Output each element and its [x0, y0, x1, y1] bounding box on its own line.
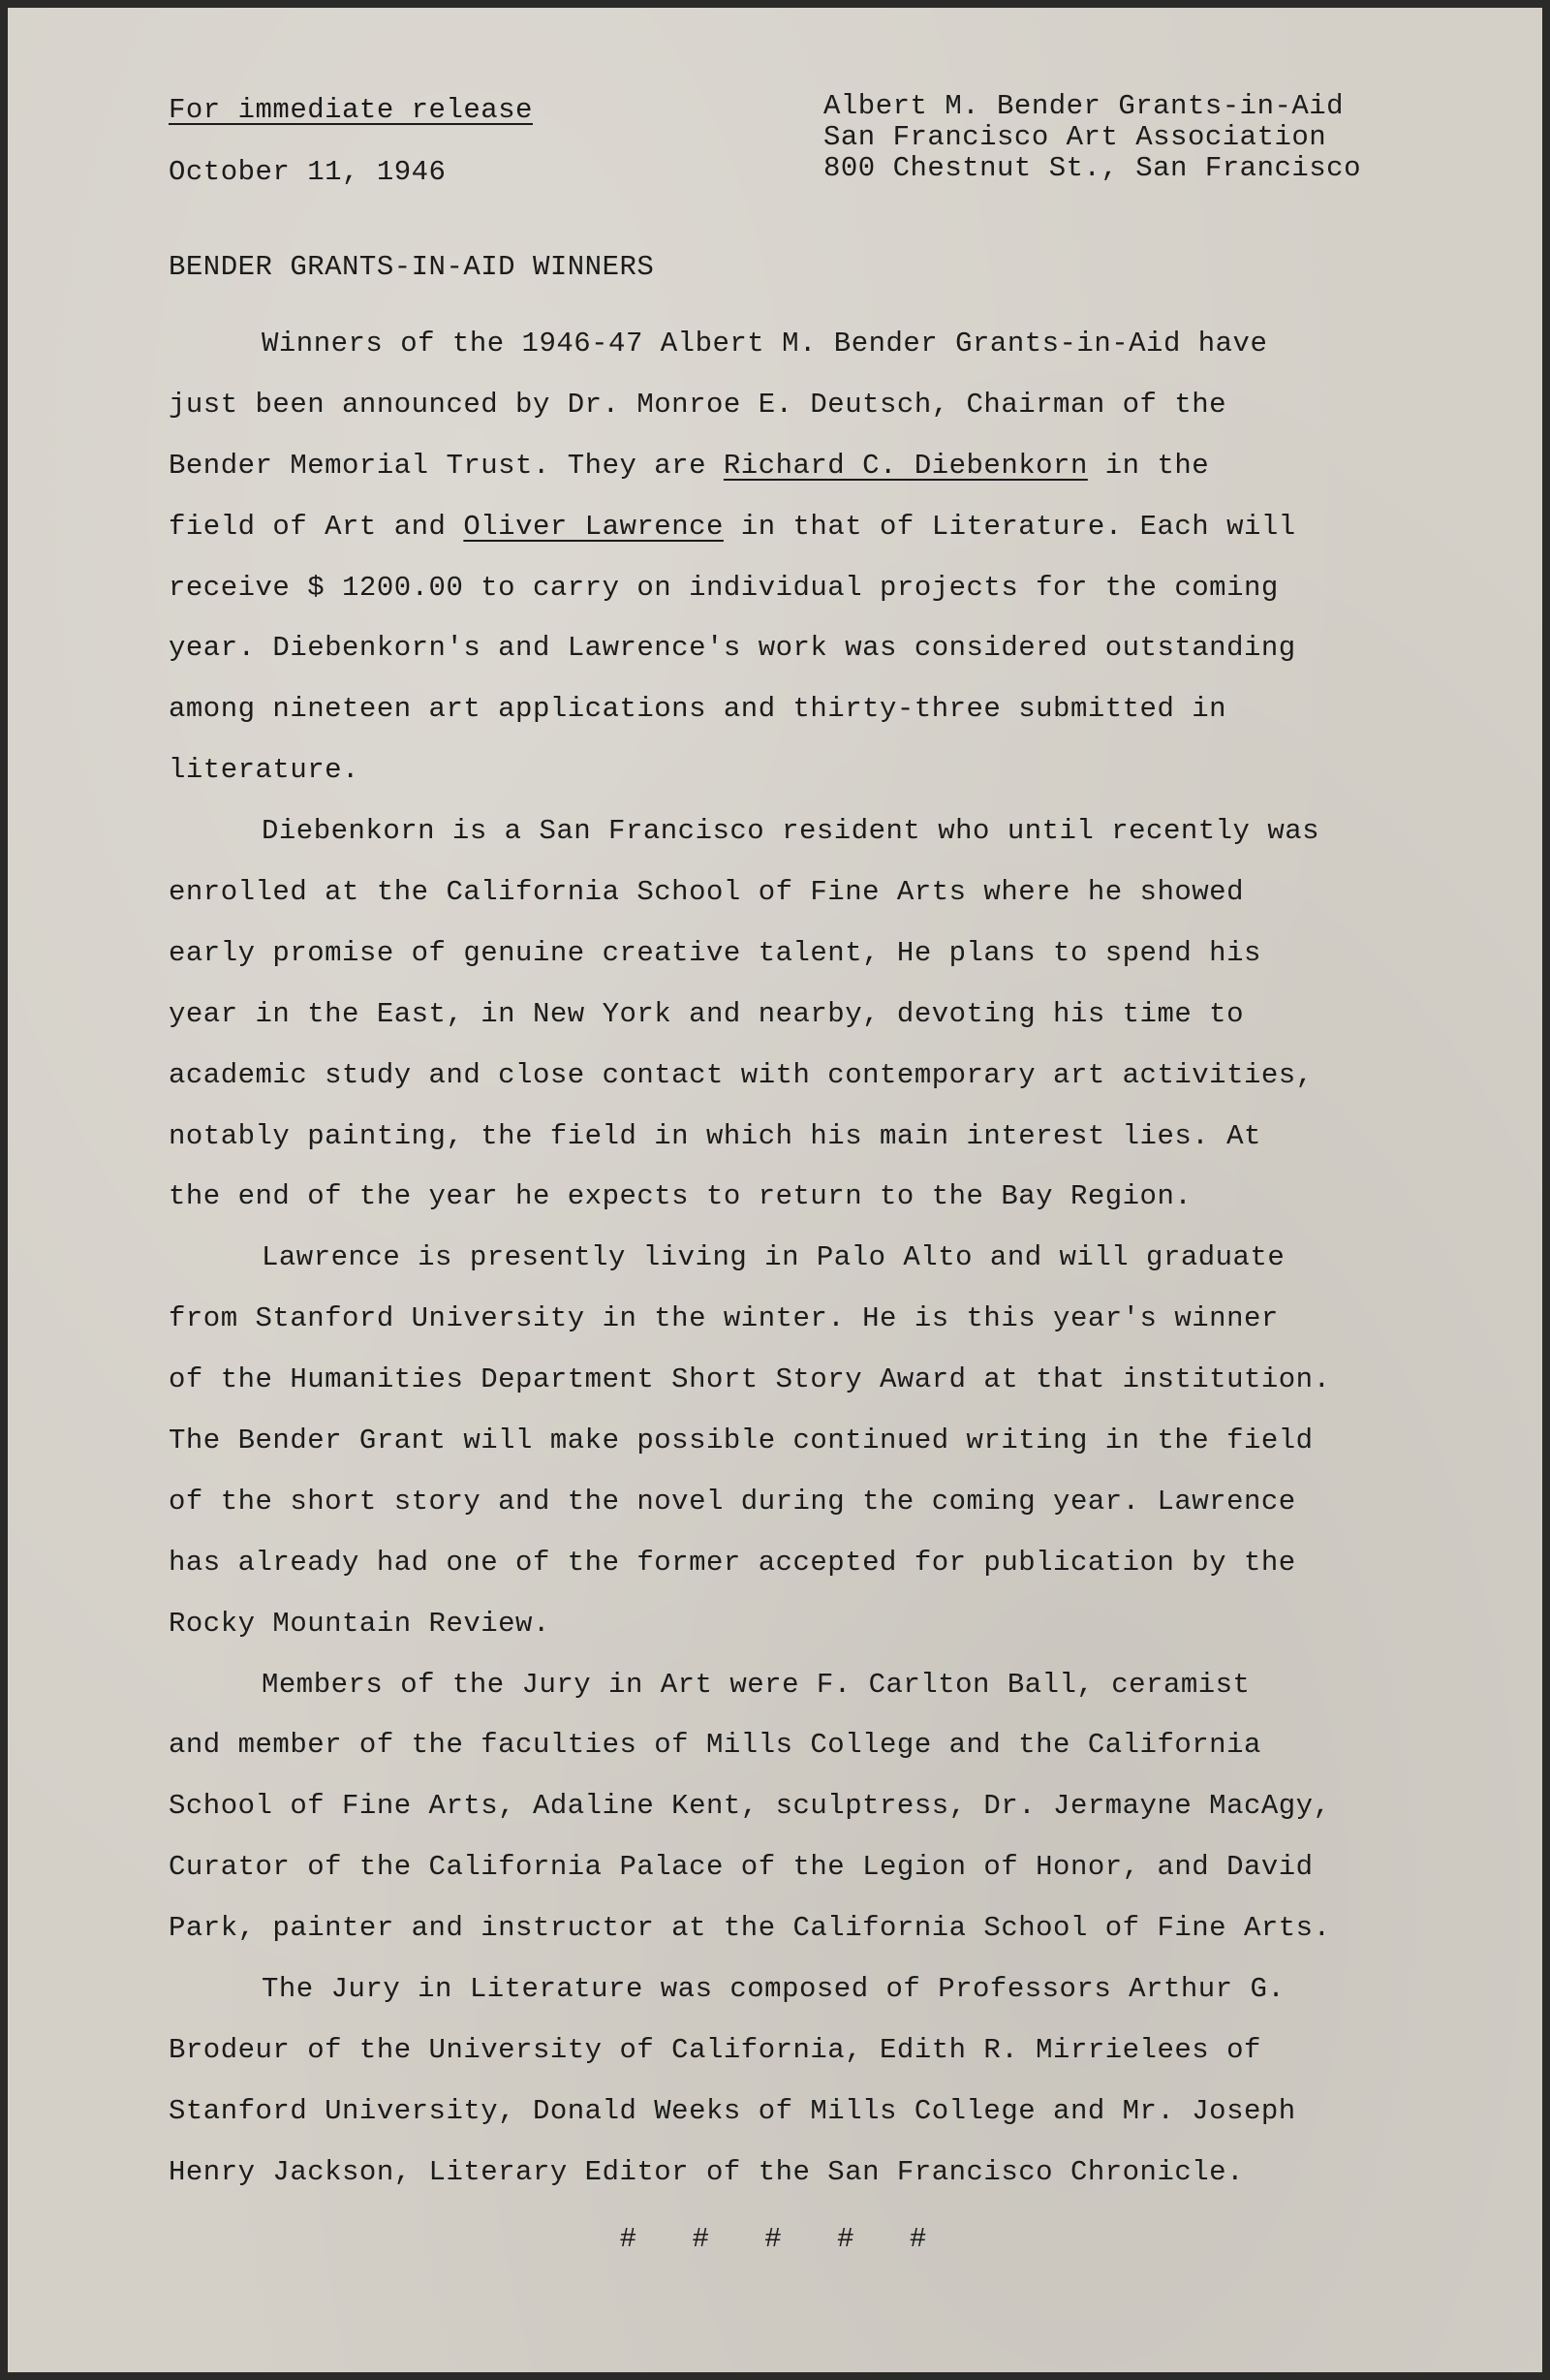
p1-line-8: literature. — [169, 754, 359, 787]
headline: BENDER GRANTS-IN-AID WINNERS — [169, 251, 655, 283]
p2-line-3: early promise of genuine creative talent, He plans to spend his — [169, 936, 1261, 969]
p4-line-1: Members of the Jury in Art were F. Carlton Ball, ceramist — [262, 1668, 1251, 1701]
p2-line-4: year in the East, in New York and nearby, devoting his time to — [169, 997, 1244, 1030]
p1-line-5: receive $ 1200.00 to carry on individual projects for the coming — [169, 571, 1279, 604]
p3-line-6: has already had one of the former accepted for publication by the — [169, 1546, 1296, 1579]
p1-line-4-b: in that of Literature. Each will — [723, 510, 1296, 543]
p3-line-2: from Stanford University in the winter. He is this year's winner — [169, 1302, 1279, 1335]
p5-line-4: Henry Jackson, Literary Editor of the San Francisco Chronicle. — [169, 2155, 1244, 2188]
p4-line-2: and member of the faculties of Mills College and the California — [169, 1729, 1261, 1762]
p5-line-1: The Jury in Literature was composed of Professors Arthur G. — [262, 1973, 1286, 2006]
winner-art-name: Richard C. Diebenkorn — [723, 449, 1088, 482]
org-line-2: San Francisco Art Association — [823, 121, 1327, 153]
end-mark: # # # # # — [619, 2223, 946, 2255]
p5-line-3: Stanford University, Donald Weeks of Mills College and Mr. Joseph — [169, 2094, 1296, 2127]
p3-line-5: of the short story and the novel during the coming year. Lawrence — [169, 1485, 1296, 1518]
p2-line-5: academic study and close contact with contemporary art activities, — [169, 1058, 1314, 1091]
p3-line-4: The Bender Grant will make possible continued writing in the field — [169, 1425, 1314, 1457]
organization-block — [823, 91, 1361, 184]
document-page — [8, 8, 1542, 2372]
p3-line-1: Lawrence is presently living in Palo Alto and will graduate — [262, 1241, 1286, 1274]
p1-line-3 — [169, 436, 1418, 497]
p1-line-6: year. Diebenkorn's and Lawrence's work was considered outstanding — [169, 632, 1296, 665]
p1-line-1: Winners of the 1946-47 Albert M. Bender Grants-in-Aid have — [262, 328, 1268, 360]
body-text — [169, 314, 1418, 2204]
p1-line-3-a: Bender Memorial Trust. They are — [169, 449, 724, 482]
p2-line-1: Diebenkorn is a San Francisco resident who until recently was — [262, 815, 1320, 848]
release-date: October 11, 1946 — [169, 156, 447, 188]
p3-line-7: Rocky Mountain Review. — [169, 1607, 550, 1640]
p1-line-4 — [169, 497, 1418, 558]
release-notice: For immediate release — [169, 94, 533, 126]
release-block — [169, 91, 533, 192]
p2-line-7: the end of the year he expects to return to the Bay Region. — [169, 1180, 1193, 1213]
p1-line-4-a: field of Art and — [169, 510, 464, 543]
p1-line-7: among nineteen art applications and thirty-three submitted in — [169, 693, 1227, 726]
p3-line-3: of the Humanities Department Short Story Award at that institution. — [169, 1363, 1331, 1396]
p4-line-3: School of Fine Arts, Adaline Kent, sculptress, Dr. Jermayne MacAgy, — [169, 1790, 1331, 1823]
p2-line-6: notably painting, the field in which his main interest lies. At — [169, 1119, 1261, 1152]
org-line-3: 800 Chestnut St., San Francisco — [823, 152, 1361, 184]
org-line-1: Albert M. Bender Grants-in-Aid — [823, 90, 1345, 122]
p4-line-5: Park, painter and instructor at the California School of Fine Arts. — [169, 1912, 1331, 1945]
p4-line-4: Curator of the California Palace of the Legion of Honor, and David — [169, 1851, 1314, 1884]
p2-line-2: enrolled at the California School of Fine Arts where he showed — [169, 876, 1244, 909]
p1-line-3-b: in the — [1087, 449, 1210, 482]
p5-line-2: Brodeur of the University of California, Edith R. Mirrielees of — [169, 2033, 1261, 2066]
winner-literature-name: Oliver Lawrence — [463, 510, 724, 543]
p1-line-2: just been announced by Dr. Monroe E. Deutsch, Chairman of the — [169, 388, 1227, 421]
